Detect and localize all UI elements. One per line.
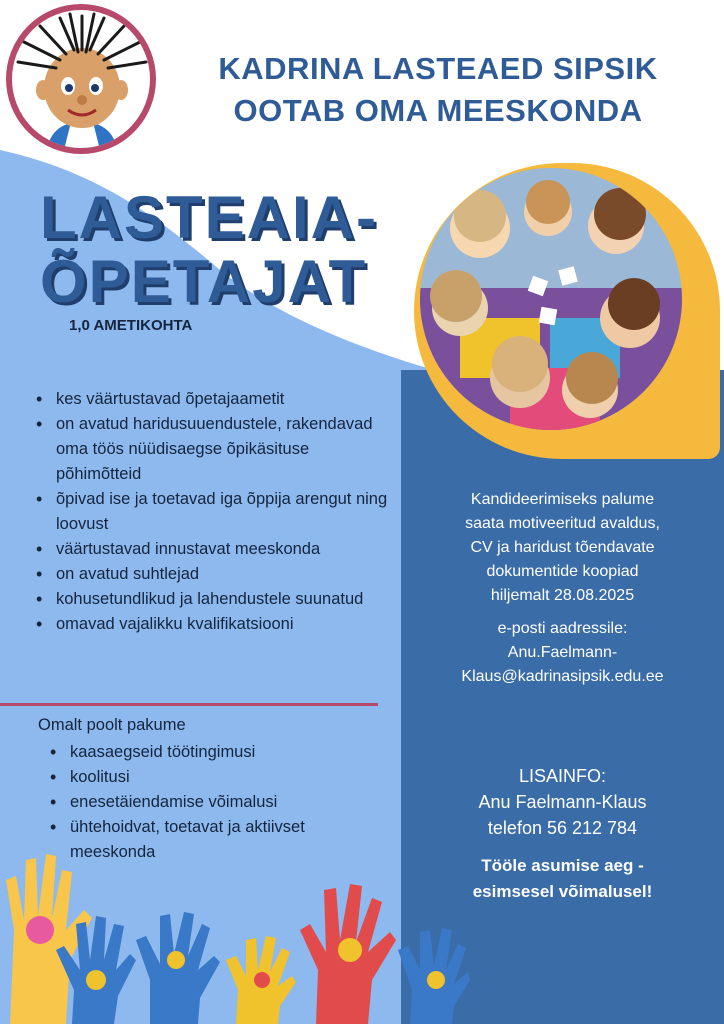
list-item: • omavad vajalikku kvalifikatsiooni (36, 612, 391, 637)
list-item: • enesetäiendamise võimalusi (50, 790, 390, 815)
heading-line-1: KADRINA LASTEAED SIPSIK (218, 51, 658, 86)
positions-count: 1,0 AMETIKOHTA (69, 317, 193, 334)
list-item: • on avatud haridusuuendustele, rakendavad oma töös nüüdisaegse õpikäsituse põhimõtteid (36, 412, 391, 487)
children-playing-image (420, 168, 682, 430)
job-title-line-2: ÕPETAJAT (40, 248, 368, 315)
offer-heading: Omalt poolt pakume (38, 716, 186, 734)
list-item: • väärtustavad innustavat meeskonda (36, 537, 391, 562)
list-item: • on avatud suhtlejad (36, 562, 391, 587)
requirements-list (36, 387, 391, 637)
sipsik-doll-icon (12, 10, 152, 150)
job-title (40, 186, 378, 314)
list-item: • ühtehoidvat, toetavat ja aktiivset meeskonda (50, 815, 390, 865)
list-item: • õpivad ise ja toetavad iga õppija arengut ning loovust (36, 487, 391, 537)
hand-icon (136, 912, 220, 1024)
section-divider (0, 703, 378, 706)
contact-phone: telefon 56 212 784 (487, 818, 638, 838)
list-item: • koolitusi (50, 765, 390, 790)
heading-line-2: OOTAB OMA MEESKONDA (233, 93, 643, 128)
email-address-line-1[interactable]: Anu.Faelmann- (507, 644, 618, 661)
contact-name: Anu Faelmann-Klaus (478, 792, 647, 812)
painted-hands-illustration (0, 820, 470, 1024)
email-address-line-2[interactable]: Klaus@kadrinasipsik.edu.ee (461, 668, 664, 685)
children-photo (420, 168, 682, 430)
application-instructions (401, 488, 724, 608)
application-line: Kandideerimiseks palume (470, 491, 655, 508)
sipsik-logo (6, 4, 156, 154)
application-line: dokumentide koopiad (486, 563, 639, 580)
start-line-1: Tööle asumise aeg - (481, 856, 644, 875)
job-title-line-1: LASTEAIA- (40, 184, 378, 251)
application-line: CV ja haridust tõendavate (470, 539, 655, 556)
application-line: saata motiveeritud avaldus, (465, 515, 660, 532)
list-item: • kes väärtustavad õpetajaametit (36, 387, 391, 412)
hand-icon (398, 928, 470, 1024)
contact-label: LISAINFO: (518, 766, 607, 786)
application-deadline: hiljemalt 28.08.2025 (490, 587, 635, 604)
email-label: e-posti aadressile: (497, 620, 628, 637)
hand-icon (300, 884, 396, 1024)
email-block (401, 617, 724, 689)
list-item: • kaasaegseid töötingimusi (50, 740, 390, 765)
start-line-2: esimsesel võimalusel! (472, 882, 653, 901)
hand-icon (226, 936, 296, 1024)
main-heading (168, 48, 708, 132)
list-item: • kohusetundlikud ja lahendustele suunatud (36, 587, 391, 612)
